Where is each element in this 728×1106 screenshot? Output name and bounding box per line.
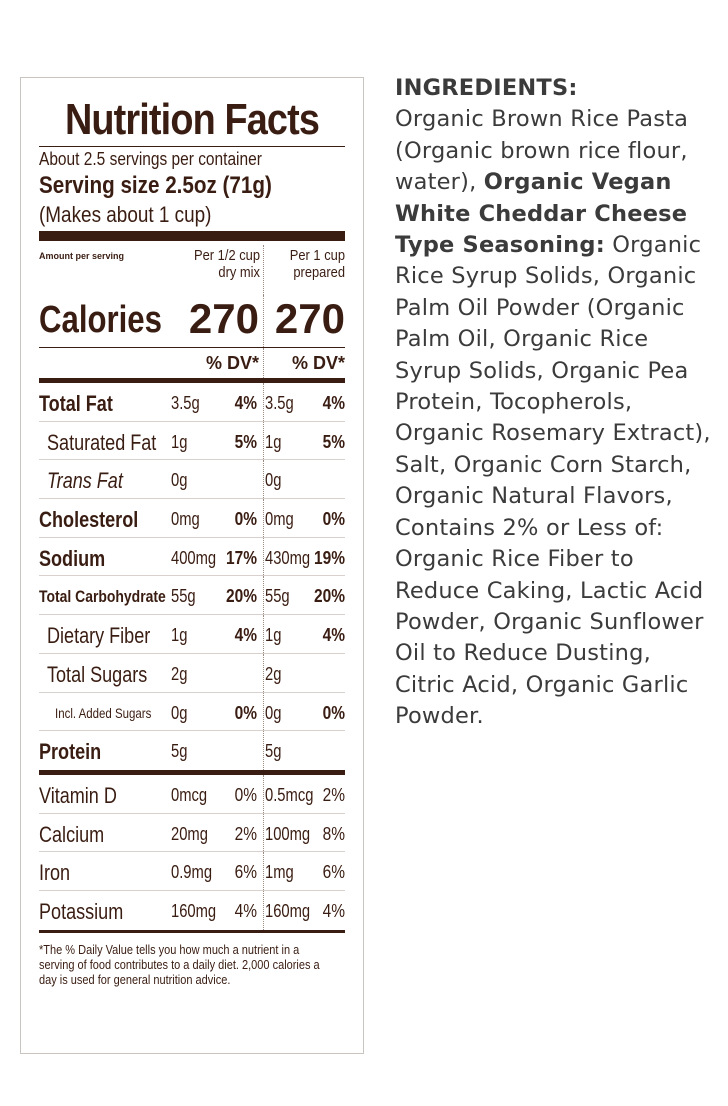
nutrient-p2: 5% (322, 431, 345, 452)
nutrient-row (39, 383, 345, 422)
nutrient-p1: 6% (234, 862, 257, 883)
nutrient-name: Incl. Added Sugars (55, 704, 152, 721)
nutrient-a1: 0mcg (171, 784, 208, 805)
column-separator (263, 852, 264, 890)
nutrient-p1: 0% (234, 784, 257, 805)
nutrient-name: Sodium (39, 545, 106, 571)
nutrient-row (39, 731, 345, 770)
nutrient-a1: 3.5g (171, 393, 200, 413)
amount-per-serving: Amount per serving (39, 251, 125, 261)
vitamin-table (39, 775, 345, 930)
nutrient-a1: 20mg (171, 823, 208, 844)
nutrient-p1: 5% (234, 431, 257, 452)
column-separator (263, 383, 264, 421)
vitamin-row (39, 775, 345, 814)
serving-makes: (Makes about 1 cup) (39, 202, 212, 227)
column-separator (263, 891, 264, 930)
nutrient-a2: 55g (265, 586, 290, 607)
column-separator (263, 576, 264, 614)
nutrient-name: Total Sugars (47, 661, 148, 687)
nutrient-p1: 4% (234, 393, 257, 413)
nutrient-name: Iron (39, 860, 71, 886)
nutrient-a1: 1g (171, 625, 188, 646)
column-separator (263, 538, 264, 576)
col1-header-line1: Per 1/2 cup (194, 247, 260, 264)
nutrition-facts-title: Nutrition Facts (64, 95, 320, 144)
nutrient-p1: 2% (234, 823, 257, 844)
daily-value-footnote: *The % Daily Value tells you how much a nutrient in a serving of food contributes to a daily diet. 2,000 calories a day is used for general nutrition advice. (39, 942, 320, 987)
nutrient-row (39, 460, 345, 499)
nutrient-a1: 0mg (171, 509, 200, 530)
nutrient-row (39, 615, 345, 654)
nutrient-table (39, 383, 345, 770)
vitamin-row (39, 852, 345, 891)
dv-header-col2: % DV* (291, 353, 345, 373)
nutrient-row (39, 499, 345, 538)
ingredients-text-part2: Organic Rice Syrup Solids, Organic Palm Oil Powder (Organic Palm Oil, Organic Rice Syrup Solids, Organic Pea Protein, Tocopherols, Organic Rosemary Extract), Salt, Organic Corn Starch, Organic Natural Flavors, Contains 2% or Less of: Organic Rice Fiber to Reduce Caking, Lactic Acid Powder, Organic Sunflower Oil to Reduce Dusting, Citric Acid, Organic Garlic Powder. (395, 232, 711, 730)
nutrient-a1: 0.9mg (171, 862, 213, 883)
nutrient-p2: 4% (322, 900, 345, 921)
nutrient-name: Total Fat (39, 391, 113, 416)
ingredients-title: INGREDIENTS: (395, 75, 578, 101)
nutrient-p2: 4% (322, 393, 345, 413)
nutrient-name: Cholesterol (39, 507, 139, 533)
nutrient-name: Trans Fat (47, 468, 123, 494)
dv-header-row (39, 348, 345, 378)
nutrient-a1: 55g (171, 586, 196, 607)
nutrient-a2: 160mg (265, 900, 311, 921)
column-separator (263, 775, 264, 813)
nutrient-row (39, 538, 345, 577)
ingredients-text-part1: Organic Brown Rice Pasta (Organic brown rice flour, water), (395, 106, 689, 196)
servings-per-container: About 2.5 servings per container (39, 149, 262, 169)
vitamin-row (39, 891, 345, 930)
serving-size: Serving size 2.5oz (71g) (39, 172, 272, 199)
nutrient-p1: 20% (226, 586, 257, 607)
column-separator (263, 460, 264, 498)
thick-divider (39, 930, 345, 933)
nutrient-name: Total Carbohydrate (39, 587, 166, 607)
calories-col2: 270 (274, 295, 345, 342)
nutrient-row (39, 693, 345, 732)
nutrient-name: Vitamin D (39, 782, 117, 808)
nutrient-p2: 2% (322, 784, 345, 805)
column-separator (263, 422, 264, 460)
nutrient-p2: 6% (322, 862, 345, 883)
nutrient-name: Protein (39, 739, 102, 765)
nutrient-a1: 400mg (171, 547, 217, 568)
nutrient-a2: 0g (265, 702, 282, 723)
nutrient-p1: 4% (234, 625, 257, 646)
nutrient-row (39, 576, 345, 615)
calories-label: Calories (39, 299, 162, 341)
nutrient-a2: 3.5g (265, 393, 294, 413)
nutrient-p2: 0% (322, 702, 345, 723)
dv-header-col1: % DV* (205, 353, 259, 373)
nutrient-a1: 160mg (171, 900, 217, 921)
column-separator (263, 814, 264, 852)
nutrition-facts-label (20, 77, 364, 1054)
column-separator (263, 731, 264, 770)
nutrient-name: Potassium (39, 898, 124, 924)
nutrient-a2: 100mg (265, 823, 311, 844)
thick-divider (39, 231, 345, 241)
nutrient-row (39, 654, 345, 693)
nutrient-p2: 0% (322, 509, 345, 530)
calories-row (39, 295, 345, 347)
nutrient-name: Saturated Fat (47, 429, 157, 455)
nutrient-p2: 4% (322, 625, 345, 646)
column-separator (263, 295, 264, 347)
nutrient-p1: 17% (226, 547, 257, 568)
nutrient-a2: 1mg (265, 862, 294, 883)
nutrient-p1: 0% (234, 702, 257, 723)
nutrient-a1: 0g (171, 702, 188, 723)
column-separator (263, 499, 264, 537)
column-header (39, 245, 345, 295)
column-separator (263, 693, 264, 731)
col2-header-line2: prepared (293, 264, 345, 281)
ingredients-section (395, 73, 715, 733)
ingredients-seasoning-heading: Organic Vegan White Cheddar Cheese Type Seasoning: (395, 169, 688, 259)
nutrient-a2: 5g (265, 741, 282, 762)
nutrient-a2: 430mg (265, 547, 311, 568)
nutrient-row (39, 422, 345, 461)
col2-header (271, 247, 345, 281)
nutrient-p2: 20% (314, 586, 345, 607)
nutrient-a2: 0mg (265, 509, 294, 530)
nutrient-name: Dietary Fiber (47, 623, 151, 649)
column-separator (263, 615, 264, 653)
nutrient-a2: 1g (265, 625, 282, 646)
nutrient-a2: 0.5mcg (265, 784, 314, 805)
nutrient-p1: 0% (234, 509, 257, 530)
col1-header (186, 247, 260, 281)
col2-header-line1: Per 1 cup (289, 247, 345, 264)
calories-col1: 270 (188, 295, 259, 342)
nutrient-name: Calcium (39, 821, 105, 847)
nutrient-a1: 5g (171, 741, 188, 762)
nutrient-a2: 1g (265, 431, 282, 452)
column-separator (263, 654, 264, 692)
nutrient-p1: 4% (234, 900, 257, 921)
column-separator (263, 348, 264, 378)
nutrient-a2: 0g (265, 470, 282, 491)
nutrient-p2: 19% (314, 547, 345, 568)
vitamin-row (39, 814, 345, 853)
nutrient-a1: 1g (171, 431, 188, 452)
nutrient-p2: 8% (322, 823, 345, 844)
nutrient-a1: 0g (171, 470, 188, 491)
nutrient-a2: 2g (265, 663, 282, 684)
column-separator (263, 245, 264, 295)
nutrient-a1: 2g (171, 663, 188, 684)
col1-header-line2: dry mix (218, 264, 260, 281)
